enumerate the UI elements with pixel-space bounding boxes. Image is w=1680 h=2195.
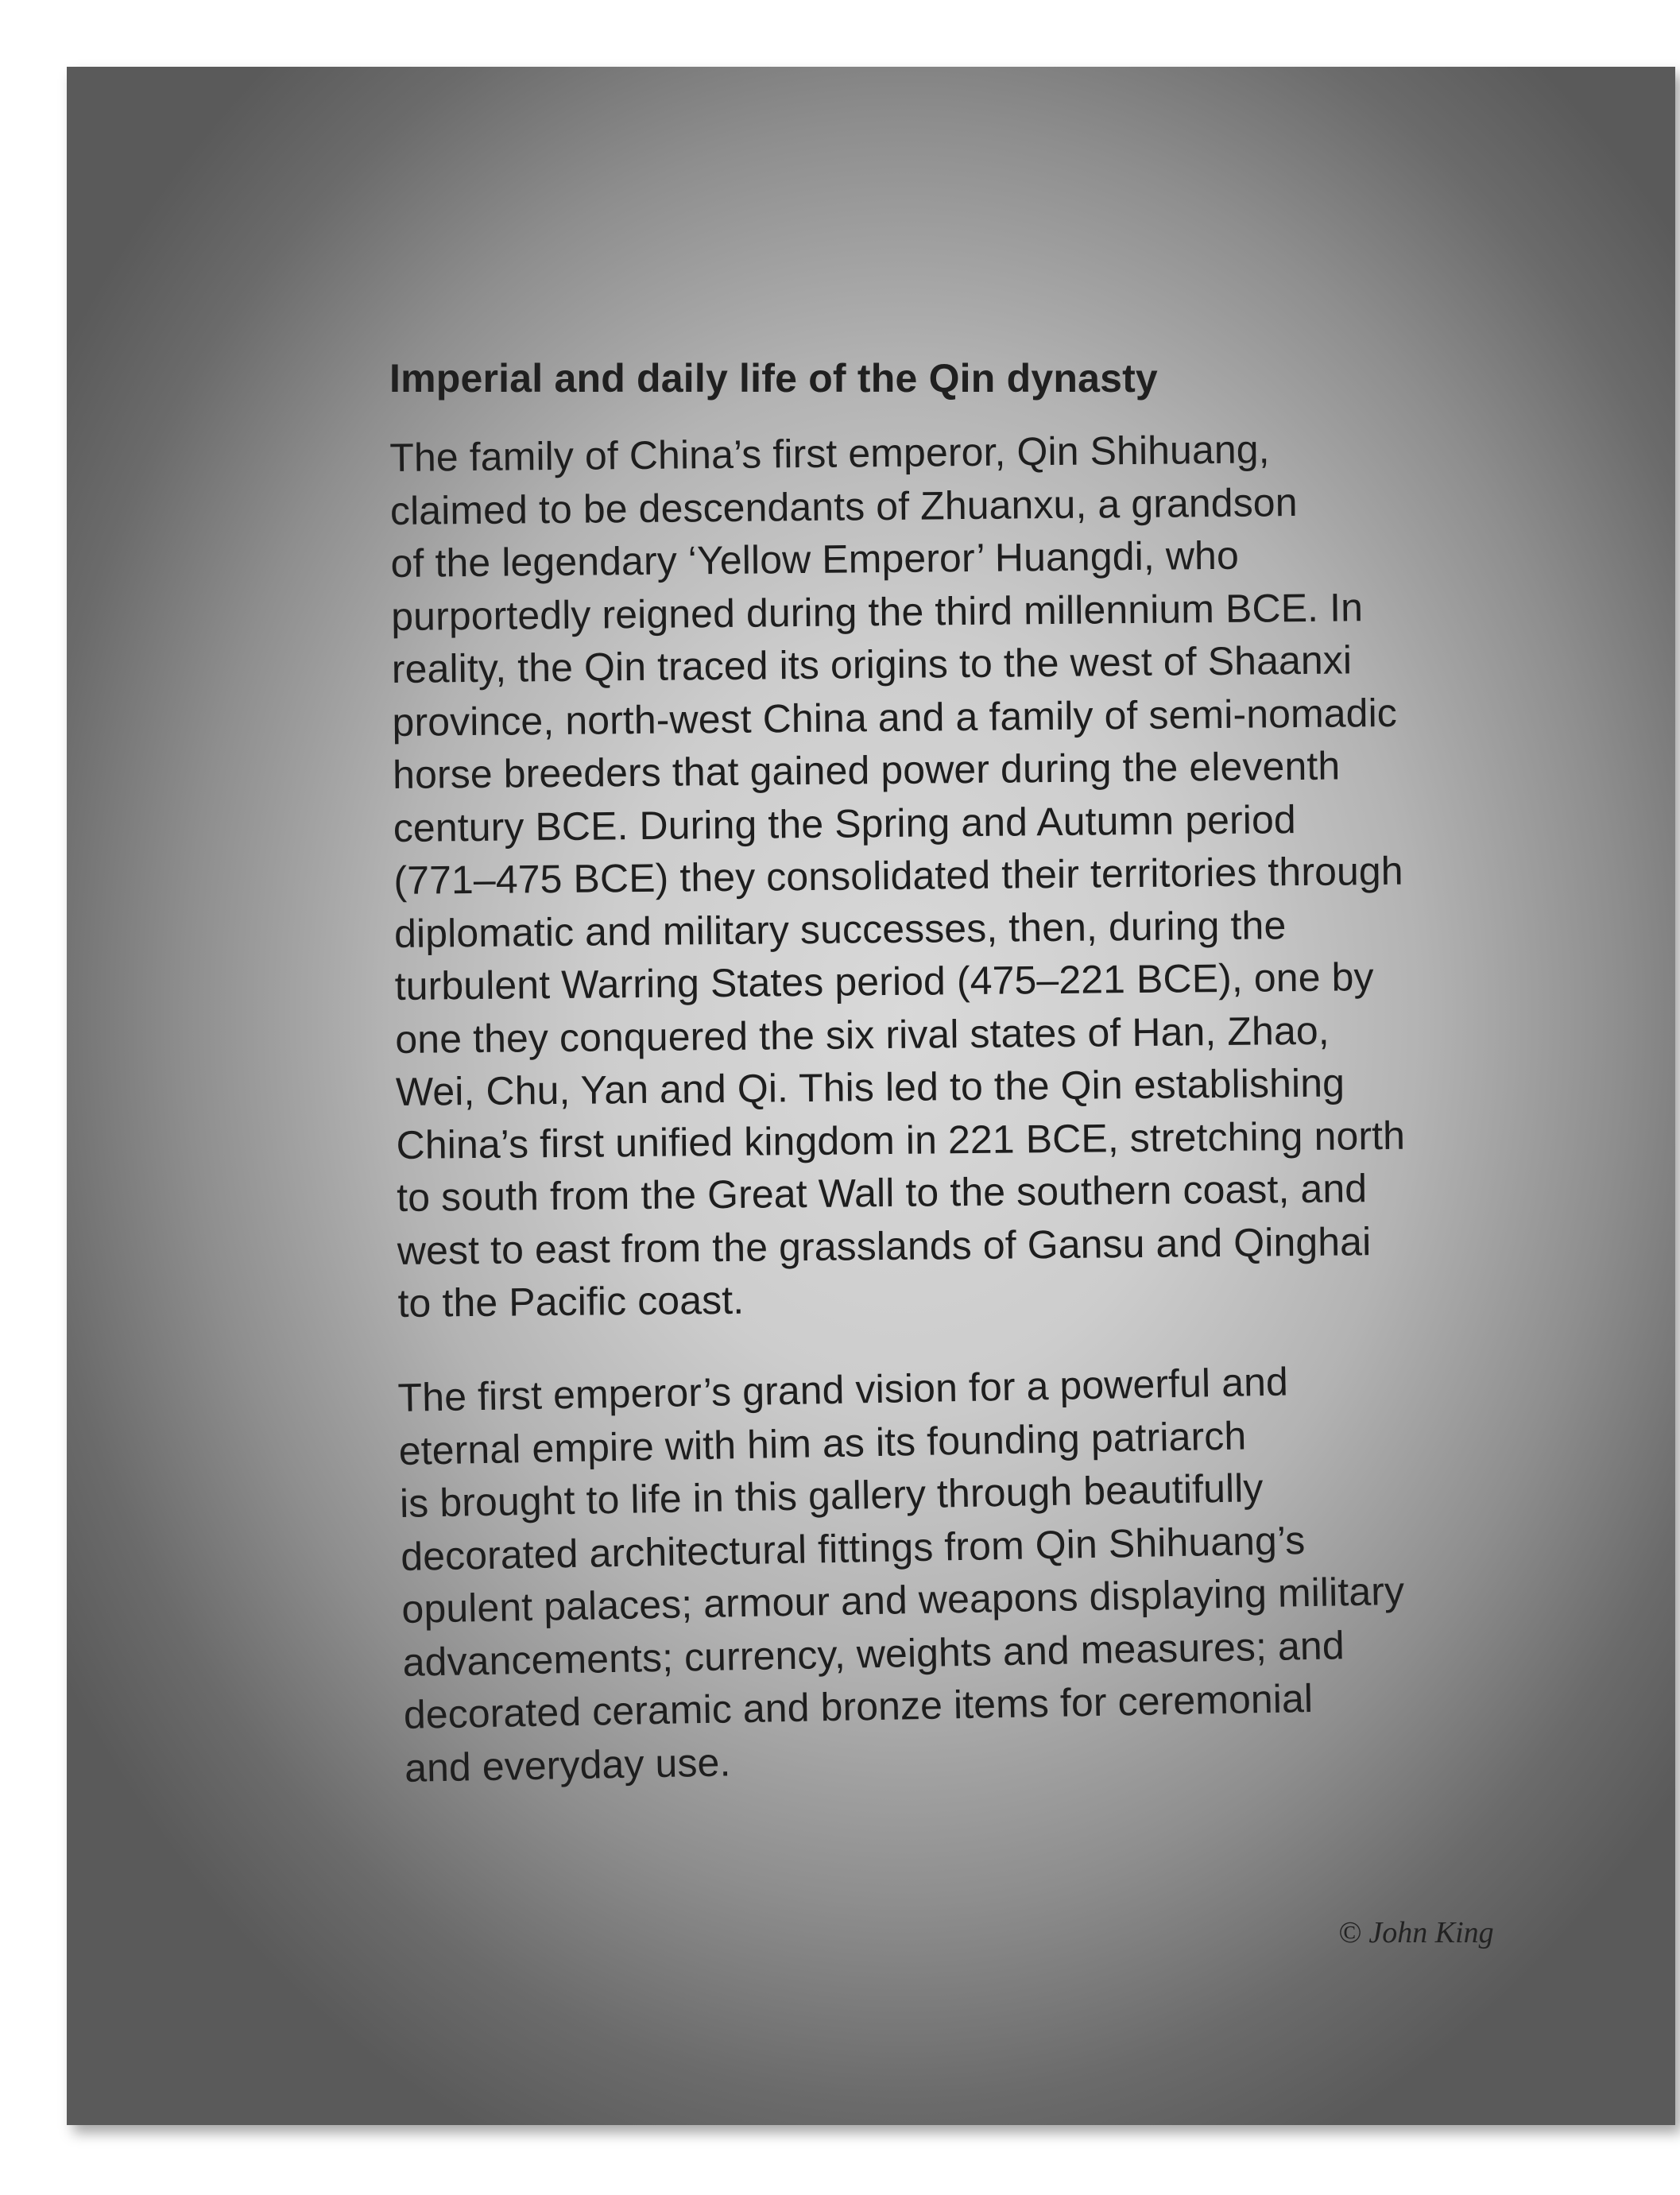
paragraph-line: and everyday use. [404,1739,731,1790]
photo-frame [67,67,1675,2125]
paragraph-line: decorated architectural fittings from Qin Shihuang’s [400,1517,1306,1578]
paragraph-line: century BCE. During the Spring and Autumn period [393,796,1297,850]
paragraph-line: horse breeders that gained power during the eleventh [392,743,1341,797]
panel-title: Imperial and daily life of the Qin dynasty [389,356,1158,401]
paragraph-line: is brought to life in this gallery through beautifully [399,1465,1264,1526]
paragraph-line: eternal empire with him as its founding patriarch [398,1412,1247,1473]
paragraph-line: turbulent Warring States period (475–221 BCE), one by [394,954,1374,1008]
paragraph-line: The family of China’s first emperor, Qin Shihuang, [389,427,1270,480]
paragraph-2 [397,1349,1601,1794]
paragraph-line: province, north-west China and a family of semi-nomadic [392,690,1398,745]
paragraph-line: decorated ceramic and bronze items for ceremonial [403,1675,1314,1737]
paragraph-line: claimed to be descendants of Zhuanxu, a grandson [389,479,1298,533]
paragraph-line: diplomatic and military successes, then, during the [393,902,1287,956]
paragraph-line: The first emperor’s grand vision for a powerful and [397,1358,1289,1420]
photographer-credit: © John King [1338,1916,1494,1949]
paragraph-line: to south from the Great Wall to the southern coast, and [396,1166,1368,1220]
paragraph-line: opulent palaces; armour and weapons displaying military [401,1568,1405,1632]
museum-label-panel [386,353,1594,1794]
paragraph-line: purportedly reigned during the third millennium BCE. In [390,584,1364,639]
paragraph-line: (771–475 BCE) they consolidated their territories through [393,848,1403,903]
paragraph-line: to the Pacific coast. [397,1277,745,1326]
paragraph-1 [389,420,1603,1330]
paragraph-line: China’s first unified kingdom in 221 BCE, stretching north [396,1113,1406,1167]
paragraph-line: Wei, Chu, Yan and Qi. This led to the Qin establishing [395,1060,1345,1114]
paragraph-line: west to east from the grasslands of Gansu and Qinghai [397,1218,1372,1273]
paragraph-line: reality, the Qin traced its origins to the west of Shaanxi [391,637,1353,691]
paragraph-line: advancements; currency, weights and measures; and [402,1622,1345,1684]
paragraph-line: one they conquered the six rival states of Han, Zhao, [395,1008,1330,1062]
paragraph-line: of the legendary ‘Yellow Emperor’ Huangdi, who [390,532,1240,586]
